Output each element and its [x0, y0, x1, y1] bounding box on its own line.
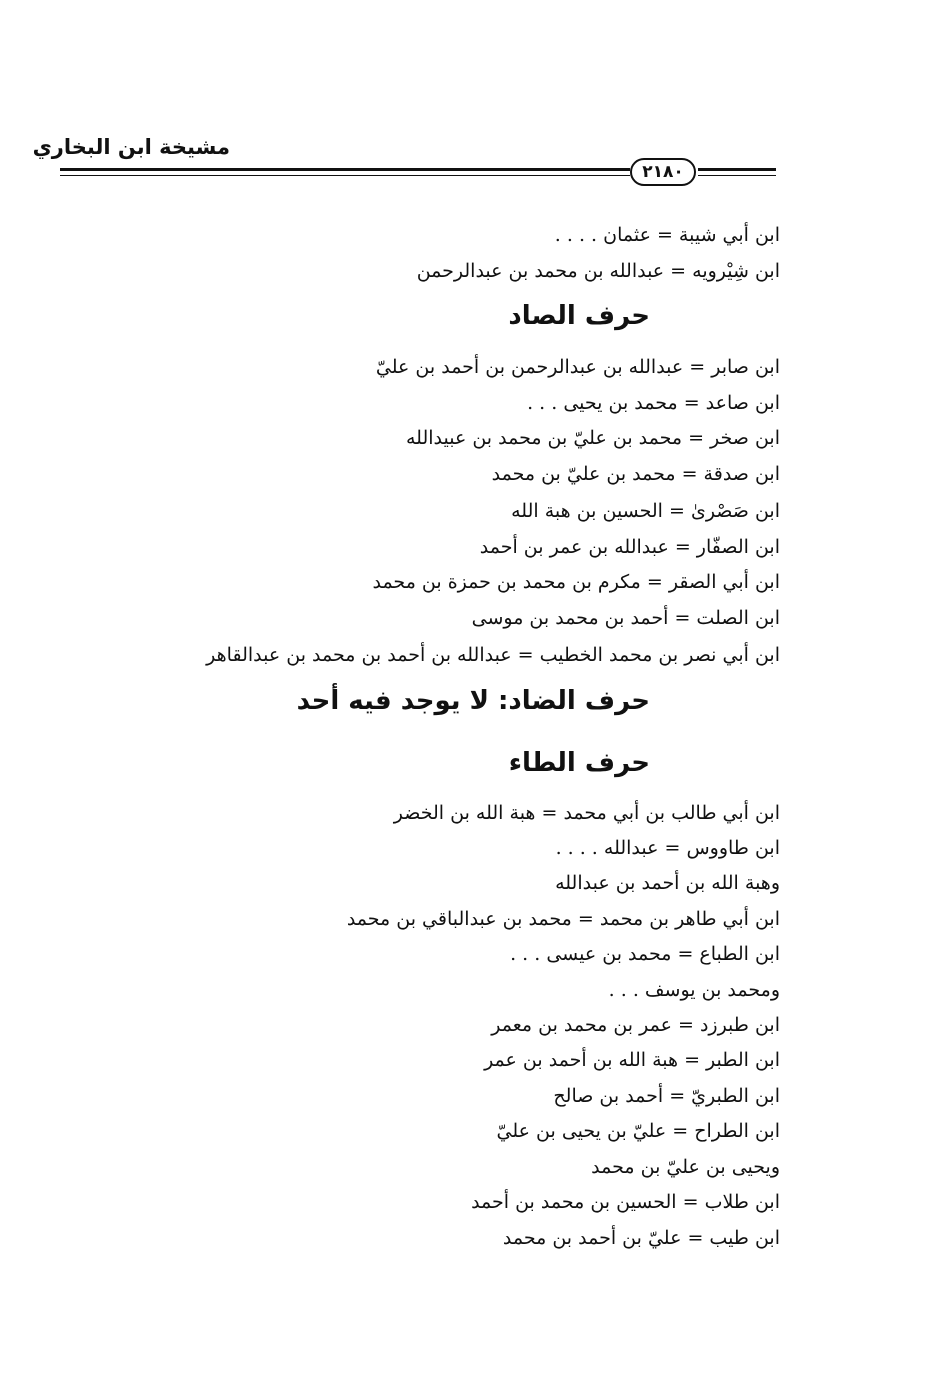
index-entry: ابن صابر = عبدالله بن عبدالرحمن بن أحمد بن عليّ — [375, 356, 780, 378]
index-entry: ابن صاعد = محمد بن يحيى . . . — [527, 392, 780, 414]
index-entry: ابن أبي الصقر = مكرم بن محمد بن حمزة بن محمد — [372, 571, 780, 593]
index-entry: ابن أبي طاهر بن محمد = محمد بن عبدالباقي بن محمد — [346, 908, 780, 930]
index-entry: ابن أبي نصر بن محمد الخطيب = عبدالله بن أحمد بن محمد بن عبدالقاهر — [206, 644, 780, 666]
index-entry: ابن طلاب = الحسين بن محمد بن أحمد — [471, 1191, 780, 1213]
index-entry: ومحمد بن يوسف . . . — [608, 979, 780, 1001]
header-rule-thick — [60, 168, 630, 171]
index-entry: ابن أبي شيبة = عثمان . . . . — [554, 224, 780, 246]
index-entry: ابن صدقة = محمد بن عليّ بن محمد — [491, 463, 780, 485]
index-entry: ابن طاووس = عبدالله . . . . — [555, 837, 780, 859]
page-number: ٢١٨٠ — [630, 158, 696, 186]
header-rule-thin — [60, 175, 630, 176]
index-entry: ابن طيب = عليّ بن أحمد بن محمد — [502, 1227, 780, 1249]
index-entry: ابن الطباع = محمد بن عيسى . . . — [510, 943, 780, 965]
header-rule-thin-right — [698, 175, 776, 176]
index-entry: ابن الطبر = هبة الله بن أحمد بن عمر — [484, 1049, 780, 1071]
index-entry: ابن صَصْرىٰ = الحسين بن هبة الله — [511, 500, 780, 522]
index-entry: ابن شِيْرويه = عبدالله بن محمد بن عبدالرحمن — [416, 260, 780, 282]
running-head-title: مشيخة ابن البخاري — [32, 135, 230, 159]
section-heading: حرف الصاد — [508, 301, 650, 331]
section-heading: حرف الضاد: لا يوجد فيه أحد — [296, 686, 650, 716]
index-entry: ويحيى بن عليّ بن محمد — [591, 1156, 780, 1178]
index-entry: ابن طبرزد = عمر بن محمد بن معمر — [491, 1014, 780, 1036]
index-entry: ابن أبي طالب بن أبي محمد = هبة الله بن الخضر — [393, 802, 780, 824]
index-entry: ابن الصلت = أحمد بن محمد بن موسى — [471, 607, 780, 629]
index-entry: ابن صخر = محمد بن عليّ بن محمد بن عبيدالله — [405, 427, 780, 449]
section-heading: حرف الطاء — [508, 748, 650, 778]
index-entry: ابن الصفّار = عبدالله بن عمر بن أحمد — [479, 536, 780, 558]
index-entry: وهبة الله بن أحمد بن عبدالله — [555, 872, 780, 894]
index-entry: ابن الطبريّ = أحمد بن صالح — [553, 1085, 780, 1107]
header-rule-thick-right — [698, 168, 776, 171]
index-entry: ابن الطراح = عليّ بن يحيى بن عليّ — [496, 1120, 780, 1142]
